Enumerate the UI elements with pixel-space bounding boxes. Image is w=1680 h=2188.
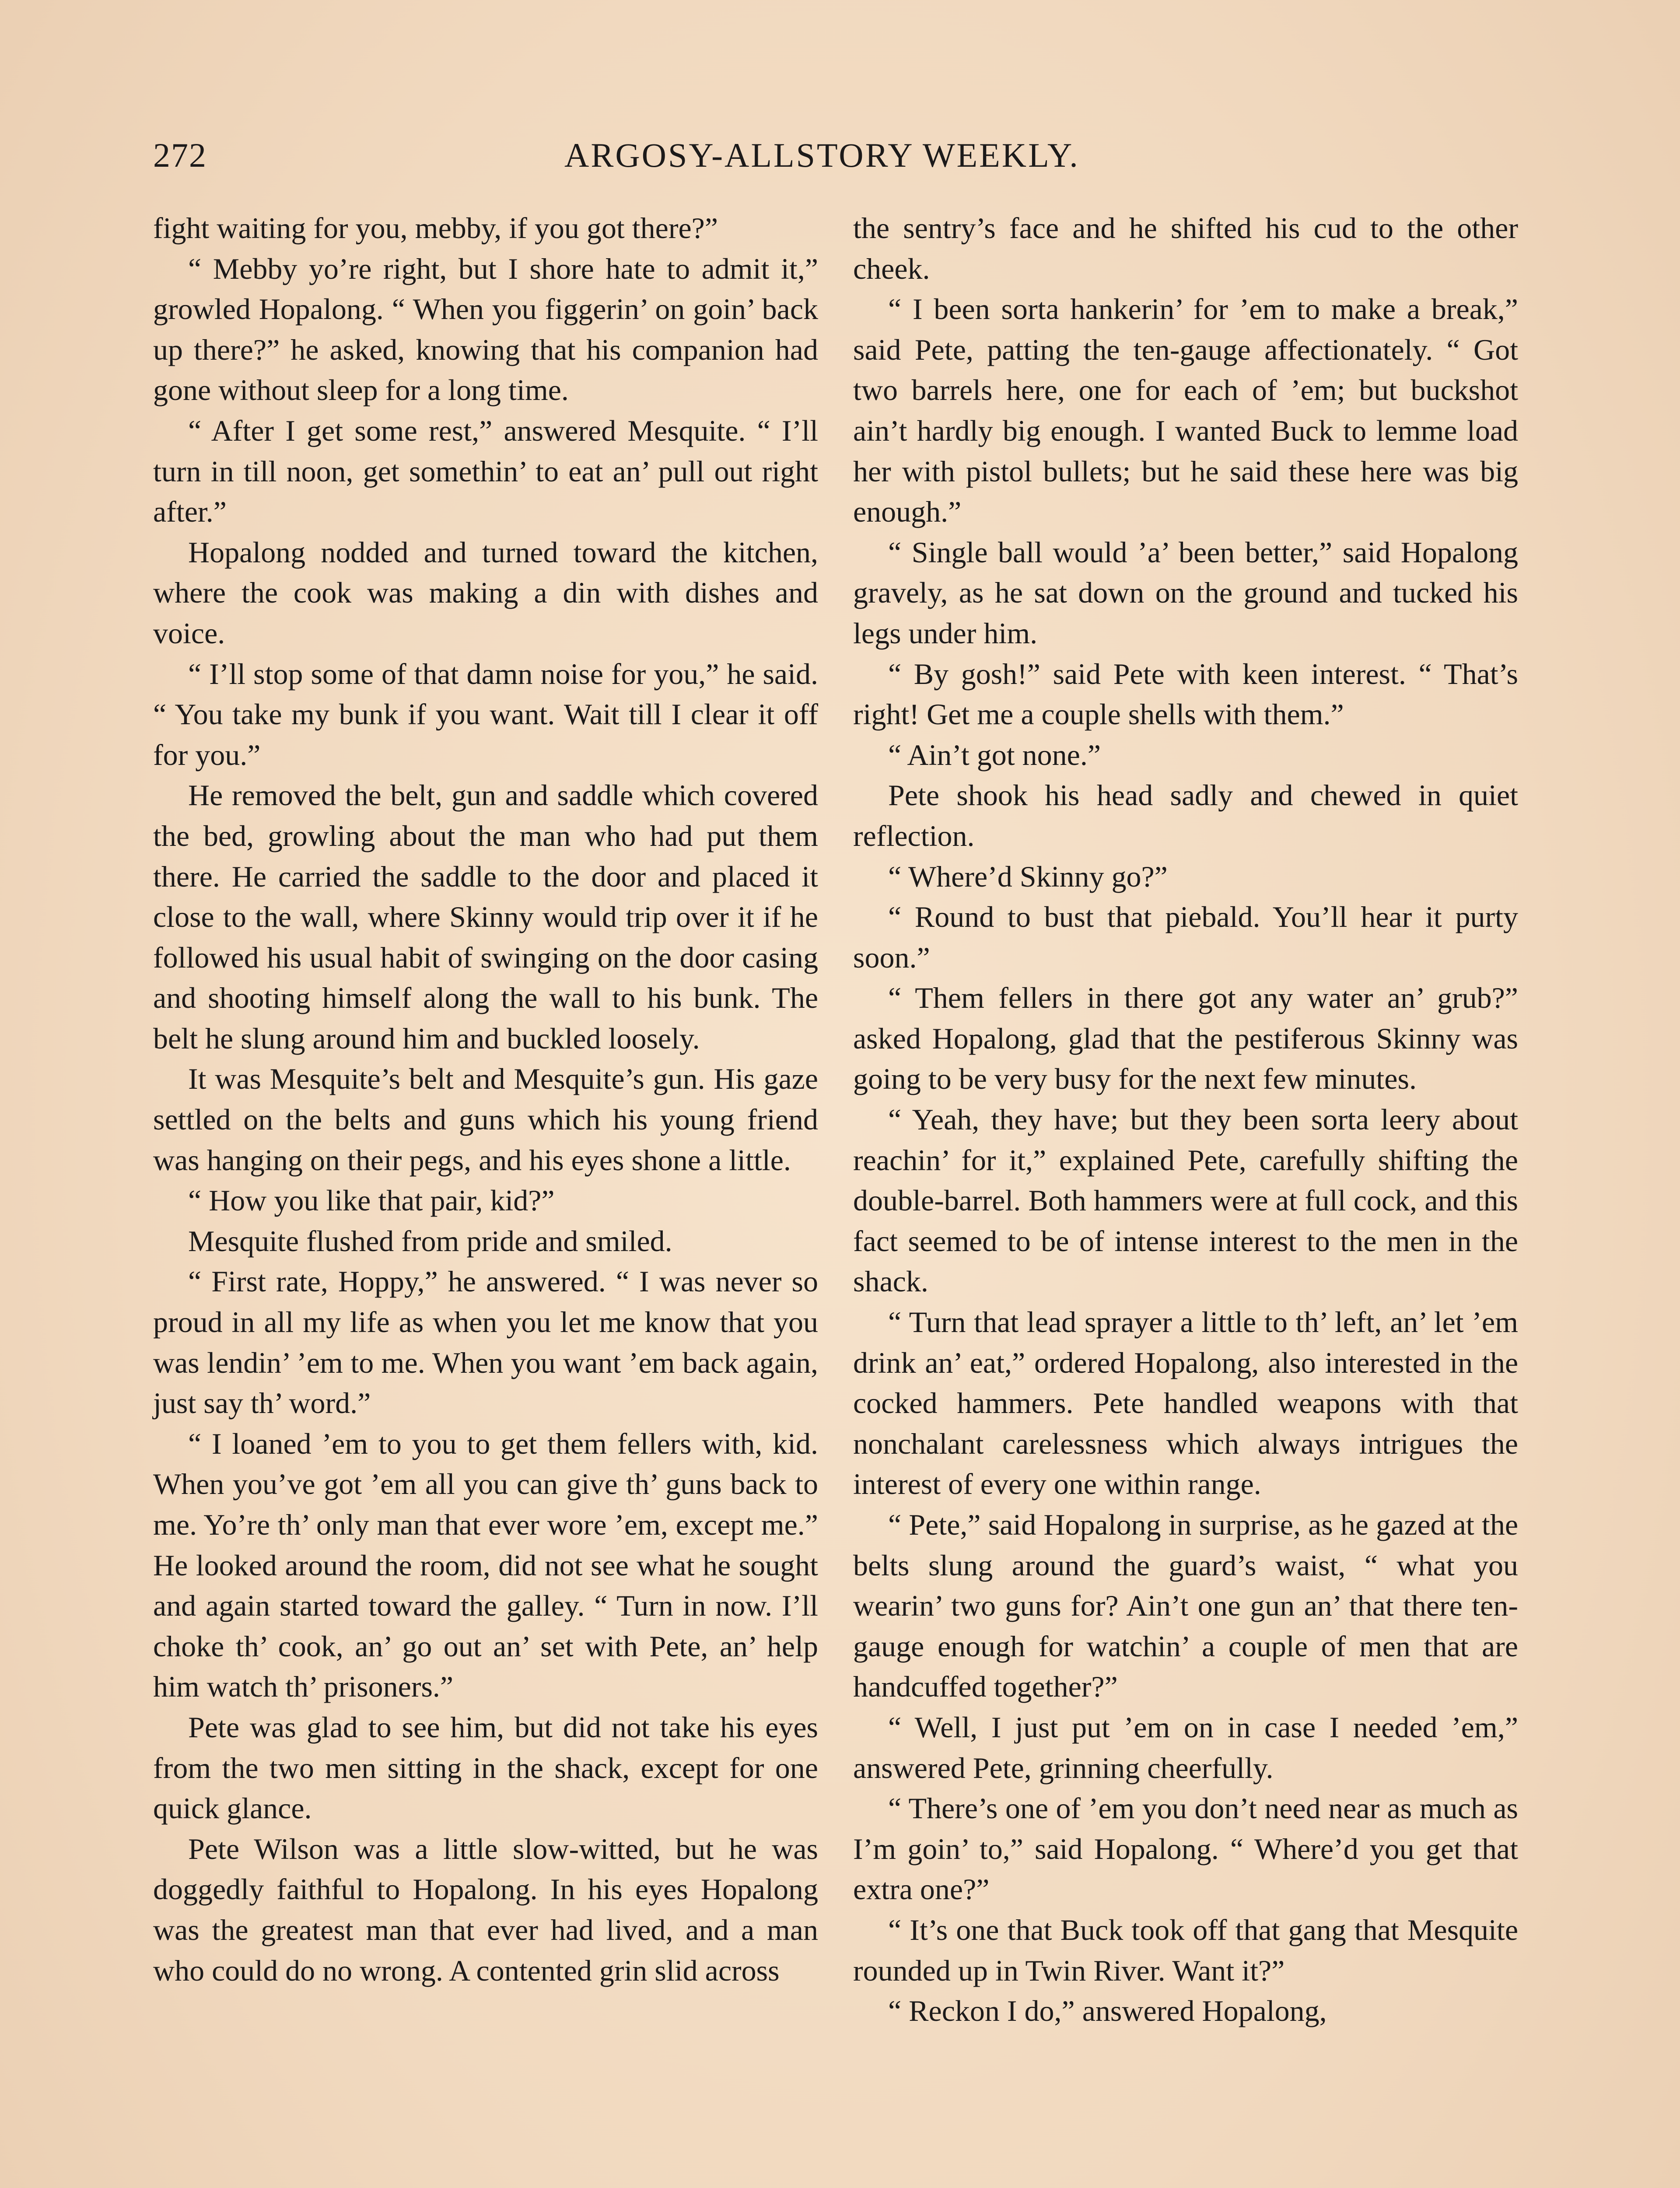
paragraph: He removed the belt, gun and saddle which covered the bed, growling about the man who had put them there. He carried the saddle to the door and placed it close to the wall, where Skinny would trip over it if he followed his usual habit of swinging on the door casing and shooting himself along the wall to his bunk. The belt he slung around him and buckled loosely. bbox=[153, 778, 818, 1055]
paragraph: “ Turn that lead sprayer a little to th’ left, an’ let ’em drink an’ eat,” ordered Hopalong, also interested in the cocked hammers. Pete handled weapons with that nonchalant carelessness which always intrigues the interest of every one within range. bbox=[853, 1305, 1518, 1501]
paragraph: “ After I get some rest,” answered Mesquite. “ I’ll turn in till noon, get somethin’ to eat an’ pull out right after.” bbox=[153, 414, 818, 529]
paragraph: “ Round to bust that piebald. You’ll hear it purty soon.” bbox=[853, 900, 1518, 974]
paragraph: “ It’s one that Buck took off that gang that Mesquite rounded up in Twin River. Want it?” bbox=[853, 1913, 1518, 1987]
paragraph: the sentry’s face and he shifted his cud to the other cheek. bbox=[853, 211, 1518, 285]
paragraph: “ Them fellers in there got any water an’ grub?” asked Hopalong, glad that the pestiferous Skinny was going to be very busy for the next few minutes. bbox=[853, 981, 1518, 1096]
paragraph: “ Reckon I do,” answered Hopalong, bbox=[888, 1994, 1327, 2028]
paragraph: Mesquite flushed from pride and smiled. bbox=[188, 1224, 672, 1258]
right-column bbox=[853, 208, 1518, 2031]
paragraph: “ I been sorta hankerin’ for ’em to make a break,” said Pete, patting the ten-gauge affectionately. “ Got two barrels here, one for each of ’em; but buckshot ain’t hardly big enough. I wanted Buck to lemme load her with pistol bullets; but he said these here was big enough.” bbox=[853, 292, 1518, 529]
paragraph: “ Mebby yo’re right, but I shore hate to admit it,” growled Hopalong. “ When you figgerin’ on goin’ back up there?” he asked, knowing that his companion had gone without sleep for a long time. bbox=[153, 252, 818, 407]
paragraph: It was Mesquite’s belt and Mesquite’s gun. His gaze settled on the belts and guns which his young friend was hanging on their pegs, and his eyes shone a little. bbox=[153, 1062, 818, 1177]
left-column bbox=[153, 208, 818, 1991]
paragraph: “ Ain’t got none.” bbox=[888, 738, 1101, 771]
paragraph: fight waiting for you, mebby, if you got there?” bbox=[153, 211, 718, 245]
paragraph: “ Pete,” said Hopalong in surprise, as he gazed at the belts slung around the guard’s waist, “ what you wearin’ two guns for? Ain’t one gun an’ that there ten-gauge enough for watchin’ a couple of men that are handcuffed together?” bbox=[853, 1508, 1518, 1704]
paragraph: “ Well, I just put ’em on in case I needed ’em,” answered Pete, grinning cheerfully. bbox=[853, 1710, 1518, 1785]
paragraph: “ Yeah, they have; but they been sorta leery about reachin’ for it,” explained Pete, carefully shifting the double-barrel. Both hammers were at full cock, and this fact seemed to be of intense interest to the men in the shack. bbox=[853, 1103, 1518, 1298]
paragraph: Pete Wilson was a little slow-witted, but he was doggedly faithful to Hopalong. In his eyes Hopalong was the greatest man that ever had lived, and a man who could do no wrong. A contented grin slid across bbox=[153, 1832, 818, 1987]
paragraph: “ I’ll stop some of that damn noise for you,” he said. “ You take my bunk if you want. Wait till I clear it off for you.” bbox=[153, 657, 818, 771]
paragraph: Hopalong nodded and turned toward the kitchen, where the cook was making a din with dishes and voice. bbox=[153, 535, 818, 650]
page-header bbox=[153, 118, 1527, 188]
page-number: 272 bbox=[153, 136, 207, 174]
paragraph: “ Single ball would ’a’ been better,” said Hopalong gravely, as he sat down on the ground and tucked his legs under him. bbox=[853, 535, 1518, 650]
paragraph: “ How you like that pair, kid?” bbox=[188, 1184, 555, 1217]
paragraph: “ First rate, Hoppy,” he answered. “ I was never so proud in all my life as when you let me know that you was lendin’ ’em to me. When you want ’em back again, just say th’ word.” bbox=[153, 1265, 818, 1420]
running-title: ARGOSY-ALLSTORY WEEKLY. bbox=[564, 136, 1080, 174]
paragraph: Pete shook his head sadly and chewed in quiet reflection. bbox=[853, 778, 1518, 852]
paragraph: “ By gosh!” said Pete with keen interest. “ That’s right! Get me a couple shells with them.” bbox=[853, 657, 1518, 731]
paragraph: “ I loaned ’em to you to get them fellers with, kid. When you’ve got ’em all you can give th’ guns back to me. Yo’re th’ only man that ever wore ’em, except me.” He looked around the room, did not see what he sought and again started toward the galley. “ Turn in now. I’ll choke th’ cook, an’ go out an’ set with Pete, an’ help him watch th’ prisoners.” bbox=[153, 1427, 818, 1704]
paragraph: Pete was glad to see him, but did not take his eyes from the two men sitting in the shack, except for one quick glance. bbox=[153, 1710, 818, 1825]
paragraph: “ There’s one of ’em you don’t need near as much as I’m goin’ to,” said Hopalong. “ Where’d you get that extra one?” bbox=[853, 1792, 1518, 1906]
paragraph: “ Where’d Skinny go?” bbox=[888, 859, 1168, 893]
